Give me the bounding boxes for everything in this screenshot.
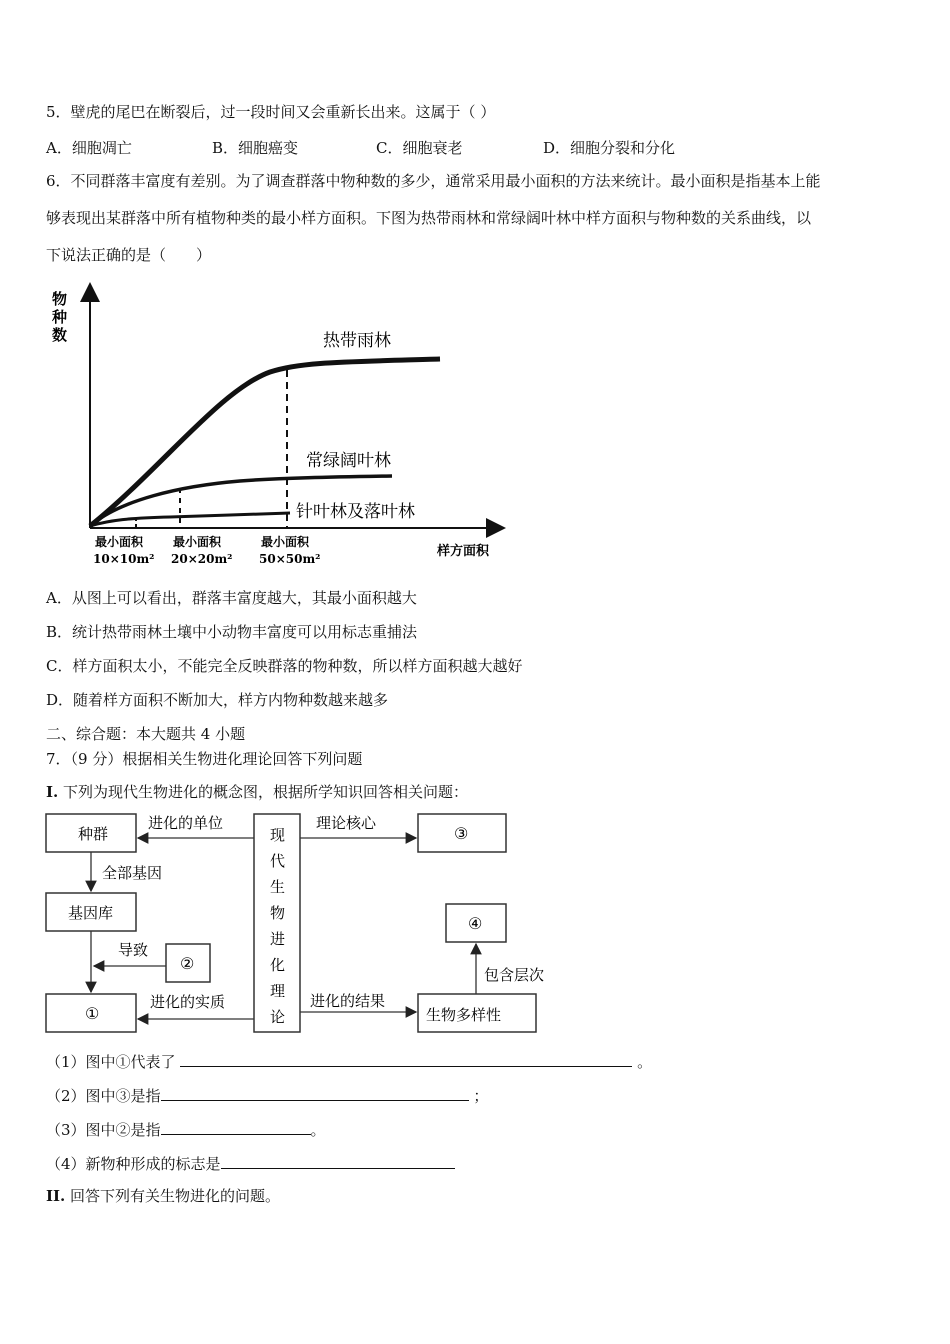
q7-stem: 7．（9 分）根据相关生物进化理论回答下列问题 [46,750,363,768]
edge-label-essence: 进化的实质 [150,993,226,1011]
q7-part2 [46,1186,280,1206]
q7-sub3-answer-blank[interactable] [161,1118,311,1135]
label-center-char-1: 现 [270,826,286,844]
q7-sub3-end: 。 [310,1121,326,1139]
q5-option-a: A．细胞凋亡 [46,139,132,157]
edge-label-cause: 导致 [118,941,149,959]
label-node-1: ① [85,1004,100,1023]
series-label-coniferous: 针叶林及落叶林 [296,502,415,522]
q7-sub2-end: ； [473,1087,489,1105]
x-tick-label-1-line1: 最小面积 [95,535,144,549]
evolution-concept-map [40,808,545,1040]
q6-option-b: B．统计热带雨林土壤中小动物丰富度可以用标志重捕法 [46,623,418,641]
q5-stem: 5．壁虎的尾巴在断裂后，过一段时间又会重新长出来。这属于（ ） [46,103,496,121]
q7-sub3-text: （3）图中②是指 [46,1121,161,1139]
edge-label-result: 进化的结果 [310,992,386,1010]
label-node-4: ④ [468,914,483,933]
q7-sub2 [46,1084,488,1106]
label-center-char-7: 理 [270,982,286,1000]
series-label-evergreen: 常绿阔叶林 [306,451,391,471]
label-diversity: 生物多样性 [426,1006,502,1024]
label-center-char-6: 化 [270,956,286,974]
edge-label-core: 理论核心 [316,814,377,832]
edge-label-allgenes: 全部基因 [102,864,163,882]
q6-stem-line-3: 下说法正确的是（ ） [46,246,212,264]
q7-part1-text: 下列为现代生物进化的概念图，根据所学知识回答相关问题： [58,783,469,801]
section2-heading: 二、综合题：本大题共 4 小题 [46,725,246,743]
q7-part1-label: I. [46,783,59,801]
q6-option-c: C．样方面积太小，不能完全反映群落的物种数，所以样方面积越大越好 [46,657,523,675]
q7-sub3 [46,1118,326,1140]
label-population: 种群 [78,825,109,843]
q7-part2-text: 回答下列有关生物进化的问题。 [65,1187,281,1205]
q7-sub4 [46,1152,455,1174]
q5-option-d: D．细胞分裂和分化 [543,139,676,157]
y-axis-label-char-3: 数 [52,326,68,344]
q5-option-c: C．细胞衰老 [376,139,463,157]
label-center-char-2: 代 [270,852,286,870]
series-label-tropical: 热带雨林 [323,331,391,351]
label-center-char-5: 进 [270,930,286,948]
q6-option-d: D．随着样方面积不断加大，样方内物种数越来越多 [46,691,389,709]
curve-coniferous [90,513,290,526]
x-tick-label-1-line2: 10×10m² [93,552,155,566]
q6-option-a: A．从图上可以看出，群落丰富度越大，其最小面积越大 [46,589,417,607]
x-tick-label-2-line1: 最小面积 [173,535,222,549]
y-axis-label-char-1: 物 [52,290,68,308]
label-node-3: ③ [454,824,469,843]
q7-part2-label: II. [46,1187,66,1205]
label-center-char-8: 论 [270,1008,286,1026]
q7-sub1-answer-blank[interactable] [180,1050,632,1067]
x-tick-label-3-line2: 50×50m² [259,552,321,566]
q6-stem-line-2: 够表现出某群落中所有植物种类的最小样方面积。下图为热带雨林和常绿阔叶林中样方面积与物种数的关系曲线，以 [46,209,812,227]
q7-sub4-answer-blank[interactable] [221,1152,455,1169]
q6-stem-line-1: 6．不同群落丰富度有差别。为了调查群落中物种数的多少，通常采用最小面积的方法来统计。最小面积是指基本上能 [46,172,821,190]
q7-sub2-text: （2）图中③是指 [46,1087,161,1105]
q7-sub1 [46,1050,652,1072]
species-area-chart [40,280,520,575]
q7-sub4-text: （4）新物种形成的标志是 [46,1155,221,1173]
q7-part1 [46,782,468,802]
edge-label-levels: 包含层次 [484,966,545,984]
label-center-char-4: 物 [270,904,286,922]
q7-sub1-end: 。 [637,1053,653,1071]
y-axis-label-char-2: 种 [52,308,68,326]
x-tick-label-3-line1: 最小面积 [261,535,310,549]
x-tick-label-2-line2: 20×20m² [171,552,233,566]
q7-sub1-text: （1）图中①代表了 [46,1053,176,1071]
label-genepool: 基因库 [68,904,114,922]
label-center-char-3: 生 [270,878,286,896]
q5-option-b: B．细胞癌变 [212,139,299,157]
x-axis-label: 样方面积 [437,544,490,559]
q7-sub2-answer-blank[interactable] [161,1084,469,1101]
label-node-2: ② [180,954,195,973]
curve-tropical-rainforest [90,359,440,526]
edge-label-unit: 进化的单位 [148,814,224,832]
